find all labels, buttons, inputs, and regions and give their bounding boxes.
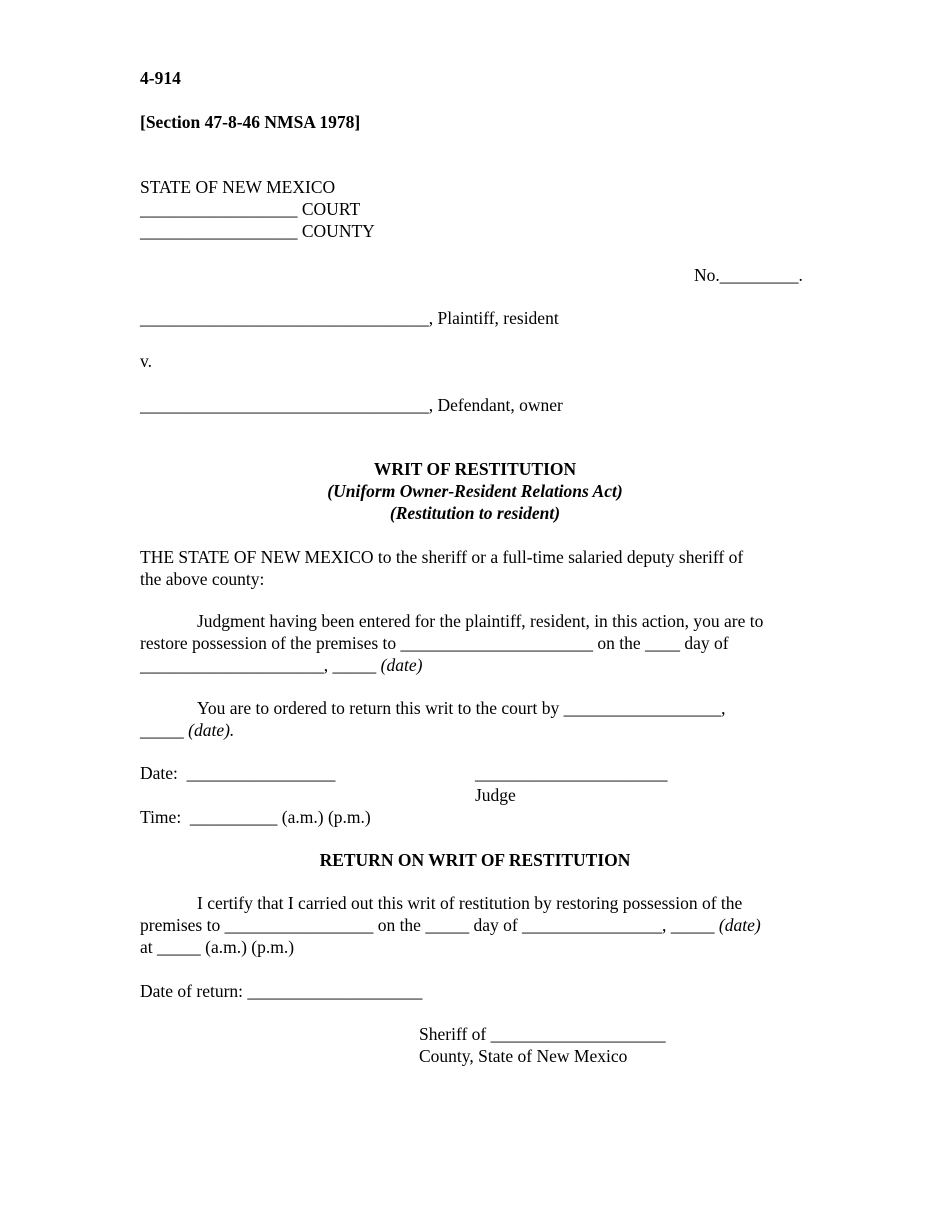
time-field-line: Time: __________ (a.m.) (p.m.)	[140, 807, 371, 827]
defendant-line: _________________________________, Defendant, owner	[140, 395, 563, 415]
return-heading: RETURN ON WRIT OF RESTITUTION	[319, 850, 631, 870]
judge-label: Judge	[475, 785, 516, 805]
date-of-return-line: Date of return: ____________________	[140, 981, 423, 1001]
judgment-line-3	[140, 654, 422, 676]
certify-line-1: I certify that I carried out this writ of restitution by restoring possession of the	[197, 893, 743, 913]
sheriff-signature-line: Sheriff of ____________________	[419, 1024, 666, 1044]
judgment-line-2: restore possession of the premises to ______________________ on the ____ day of	[140, 633, 729, 653]
versus-label: v.	[140, 351, 152, 371]
return-year-blank: _____	[140, 720, 189, 740]
form-number: 4-914	[140, 68, 181, 88]
section-reference: [Section 47-8-46 NMSA 1978]	[140, 112, 361, 132]
return-instruction-line-1: You are to ordered to return this writ to the court by __________________,	[197, 698, 726, 718]
sheriff-county-line: County, State of New Mexico	[419, 1046, 628, 1066]
writ-title: WRIT OF RESTITUTION	[373, 459, 577, 479]
certify-line-2	[140, 914, 761, 936]
certify-blanks: premises to _________________ on the _____ day of ________________, _____	[140, 915, 719, 935]
date-field-line: Date: _________________	[140, 763, 336, 783]
certify-line-3: at _____ (a.m.) (p.m.)	[140, 937, 295, 957]
plaintiff-line: _________________________________, Plaintiff, resident	[140, 308, 559, 328]
writ-subtitle-restitution: (Restitution to resident)	[389, 503, 561, 523]
judgment-line-1: Judgment having been entered for the plaintiff, resident, in this action, you are to	[197, 611, 764, 631]
court-line: __________________ COURT	[140, 199, 361, 219]
judge-signature-line: ______________________	[475, 763, 668, 783]
case-number: No._________.	[694, 265, 803, 285]
return-instruction-line-2	[140, 719, 234, 741]
addressee-line-1: THE STATE OF NEW MEXICO to the sheriff or a full-time salaried deputy sheriff of	[140, 547, 744, 567]
certify-date-annotation: (date)	[718, 915, 761, 935]
judgment-date-blanks: _____________________, _____	[140, 655, 381, 675]
county-line: __________________ COUNTY	[140, 221, 375, 241]
addressee-line-2: the above county:	[140, 569, 265, 589]
return-date-annotation: (date).	[188, 720, 235, 740]
writ-subtitle-act: (Uniform Owner-Resident Relations Act)	[327, 481, 623, 501]
state-caption: STATE OF NEW MEXICO	[140, 177, 336, 197]
date-annotation: (date)	[380, 655, 423, 675]
